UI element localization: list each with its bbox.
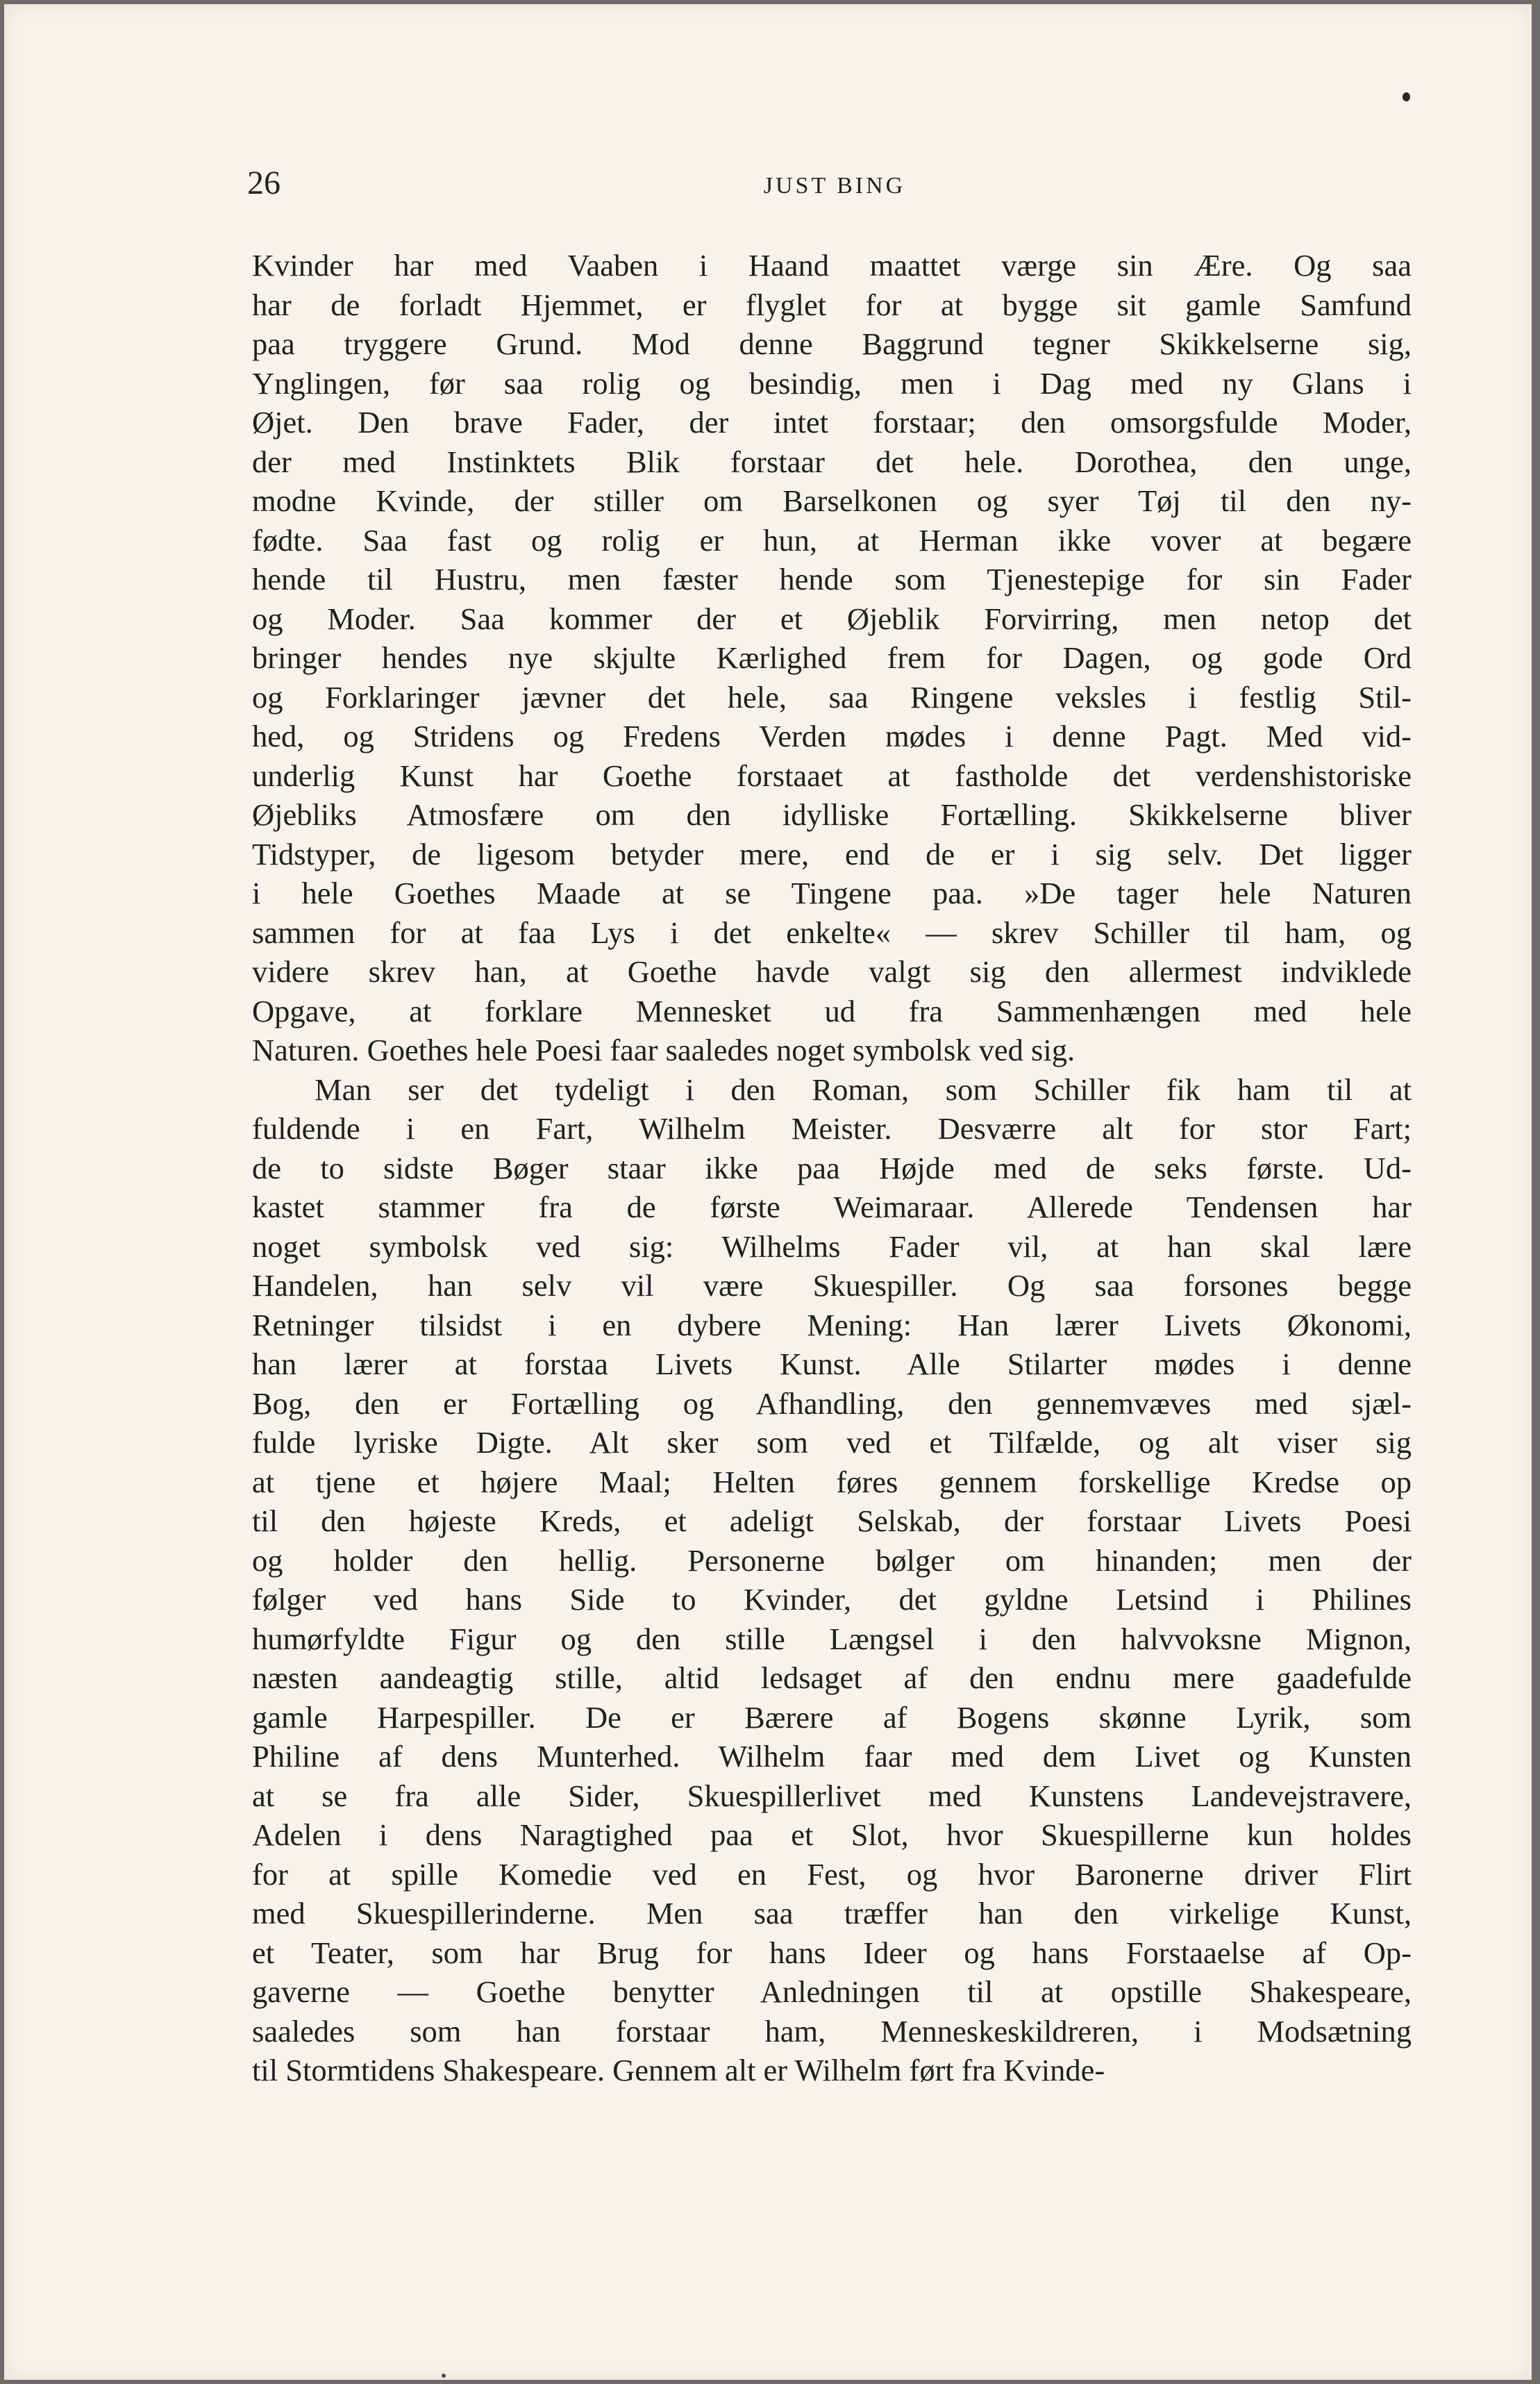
text-line: Ynglingen, før saa rolig og besindig, men i Dag med ny Glans i	[252, 365, 1412, 401]
text-line: Øjet. Den brave Fader, der intet forstaar; den omsorgsfulde Moder,	[252, 405, 1412, 440]
paragraph	[252, 1070, 1412, 2090]
text-line: der med Instinktets Blik forstaar det hele. Dorothea, den unge,	[252, 444, 1412, 479]
text-line: og Moder. Saa kommer der et Øjeblik Forvirring, men netop det	[252, 601, 1412, 636]
text-line: Man ser det tydeligt i den Roman, som Schiller fik ham til at	[315, 1072, 1412, 1107]
text-line: Philine af dens Munterhed. Wilhelm faar med dem Livet og Kunsten	[252, 1739, 1412, 1774]
text-line: sammen for at faa Lys i det enkelte« — skrev Schiller til ham, og	[252, 915, 1412, 950]
text-line: Bog, den er Fortælling og Afhandling, den gennemvæves med sjæl-	[252, 1385, 1412, 1421]
text-line: næsten aandeagtig stille, altid ledsaget af den endnu mere gaadefulde	[252, 1660, 1412, 1695]
text-line: fuldende i en Fart, Wilhelm Meister. Desværre alt for stor Fart;	[252, 1111, 1412, 1146]
text-line: et Teater, som har Brug for hans Ideer og hans Forstaaelse af Op-	[252, 1935, 1412, 1970]
text-line: og holder den hellig. Personerne bølger om hinanden; men der	[252, 1542, 1412, 1578]
running-head	[247, 162, 1422, 211]
text-line: Tidstyper, de ligesom betyder mere, end de er i sig selv. Det ligger	[252, 836, 1412, 872]
book-page	[4, 4, 1532, 2380]
text-line: med Skuespillerinderne. Men saa træffer han den virkelige Kunst,	[252, 1896, 1412, 1931]
text-line: Adelen i dens Naragtighed paa et Slot, hvor Skuespillerne kun holdes	[252, 1817, 1412, 1852]
text-line: Handelen, han selv vil være Skuespiller. Og saa forsones begge	[252, 1268, 1412, 1303]
text-line: for at spille Komedie ved en Fest, og hvor Baronerne driver Flirt	[252, 1856, 1412, 1892]
page-number: 26	[247, 165, 281, 201]
text-line: Kvinder har med Vaaben i Haand maattet værge sin Ære. Og saa	[252, 248, 1412, 283]
text-line: til Stormtidens Shakespeare. Gennem alt er Wilhelm ført fra Kvinde-	[252, 2053, 1105, 2087]
text-line: paa tryggere Grund. Mod denne Baggrund tegner Skikkelserne sig,	[252, 326, 1412, 361]
text-line: Øjebliks Atmosfære om den idylliske Fortælling. Skikkelserne bliver	[252, 797, 1412, 832]
text-line: humørfyldte Figur og den stille Længsel i den halvvoksne Mignon,	[252, 1621, 1412, 1656]
text-line: fødte. Saa fast og rolig er hun, at Herman ikke vover at begære	[252, 522, 1412, 558]
text-line: videre skrev han, at Goethe havde valgt sig den allermest indviklede	[252, 954, 1412, 989]
text-line: til den højeste Kreds, et adeligt Selskab, der forstaar Livets Poesi	[252, 1503, 1412, 1538]
text-line: bringer hendes nye skjulte Kærlighed frem for Dagen, og gode Ord	[252, 640, 1412, 675]
text-line: hed, og Stridens og Fredens Verden mødes i denne Pagt. Med vid-	[252, 719, 1412, 753]
text-line: underlig Kunst har Goethe forstaaet at fastholde det verdenshistoriske	[252, 758, 1412, 793]
body-text	[252, 246, 1412, 2090]
text-line: at se fra alle Sider, Skuespillerlivet med Kunstens Landevejstravere,	[252, 1778, 1412, 1813]
running-title: JUST BING	[763, 173, 906, 199]
text-line: Opgave, at forklare Mennesket ud fra Sammenhængen med hele	[252, 993, 1412, 1028]
paragraph	[252, 246, 1412, 1070]
text-line: de to sidste Bøger staar ikke paa Højde med de seks første. Ud-	[252, 1150, 1412, 1185]
text-line: har de forladt Hjemmet, er flyglet for at bygge sit gamle Samfund	[252, 287, 1412, 322]
text-line: gaverne — Goethe benytter Anledningen til at opstille Shakespeare,	[252, 1974, 1412, 2009]
text-line: fulde lyriske Digte. Alt sker som ved et Tilfælde, og alt viser sig	[252, 1425, 1412, 1460]
text-line: han lærer at forstaa Livets Kunst. Alle Stilarter mødes i denne	[252, 1347, 1412, 1381]
text-line: Naturen. Goethes hele Poesi faar saaledes noget symbolsk ved sig.	[252, 1033, 1076, 1067]
text-line: i hele Goethes Maade at se Tingene paa. »De tager hele Naturen	[252, 876, 1412, 910]
text-line: og Forklaringer jævner det hele, saa Ringene veksles i festlig Stil-	[252, 679, 1412, 715]
text-line: hende til Hustru, men fæster hende som Tjenestepige for sin Fader	[252, 562, 1412, 597]
text-line: modne Kvinde, der stiller om Barselkonen og syer Tøj til den ny-	[252, 483, 1412, 518]
text-line: saaledes som han forstaar ham, Menneskeskildreren, i Modsætning	[252, 2013, 1412, 2049]
text-line: kastet stammer fra de første Weimaraar. Allerede Tendensen har	[252, 1190, 1412, 1224]
ink-speck	[1403, 92, 1410, 101]
text-line: at tjene et højere Maal; Helten føres gennem forskellige Kredse op	[252, 1464, 1412, 1499]
text-line: Retninger tilsidst i en dybere Mening: Han lærer Livets Økonomi,	[252, 1307, 1412, 1342]
text-line: gamle Harpespiller. De er Bærere af Bogens skønne Lyrik, som	[252, 1699, 1412, 1735]
text-line: noget symbolsk ved sig: Wilhelms Fader vil, at han skal lære	[252, 1228, 1412, 1264]
ink-speck-small	[442, 2374, 446, 2378]
text-line: følger ved hans Side to Kvinder, det gyldne Letsind i Philines	[252, 1582, 1412, 1617]
